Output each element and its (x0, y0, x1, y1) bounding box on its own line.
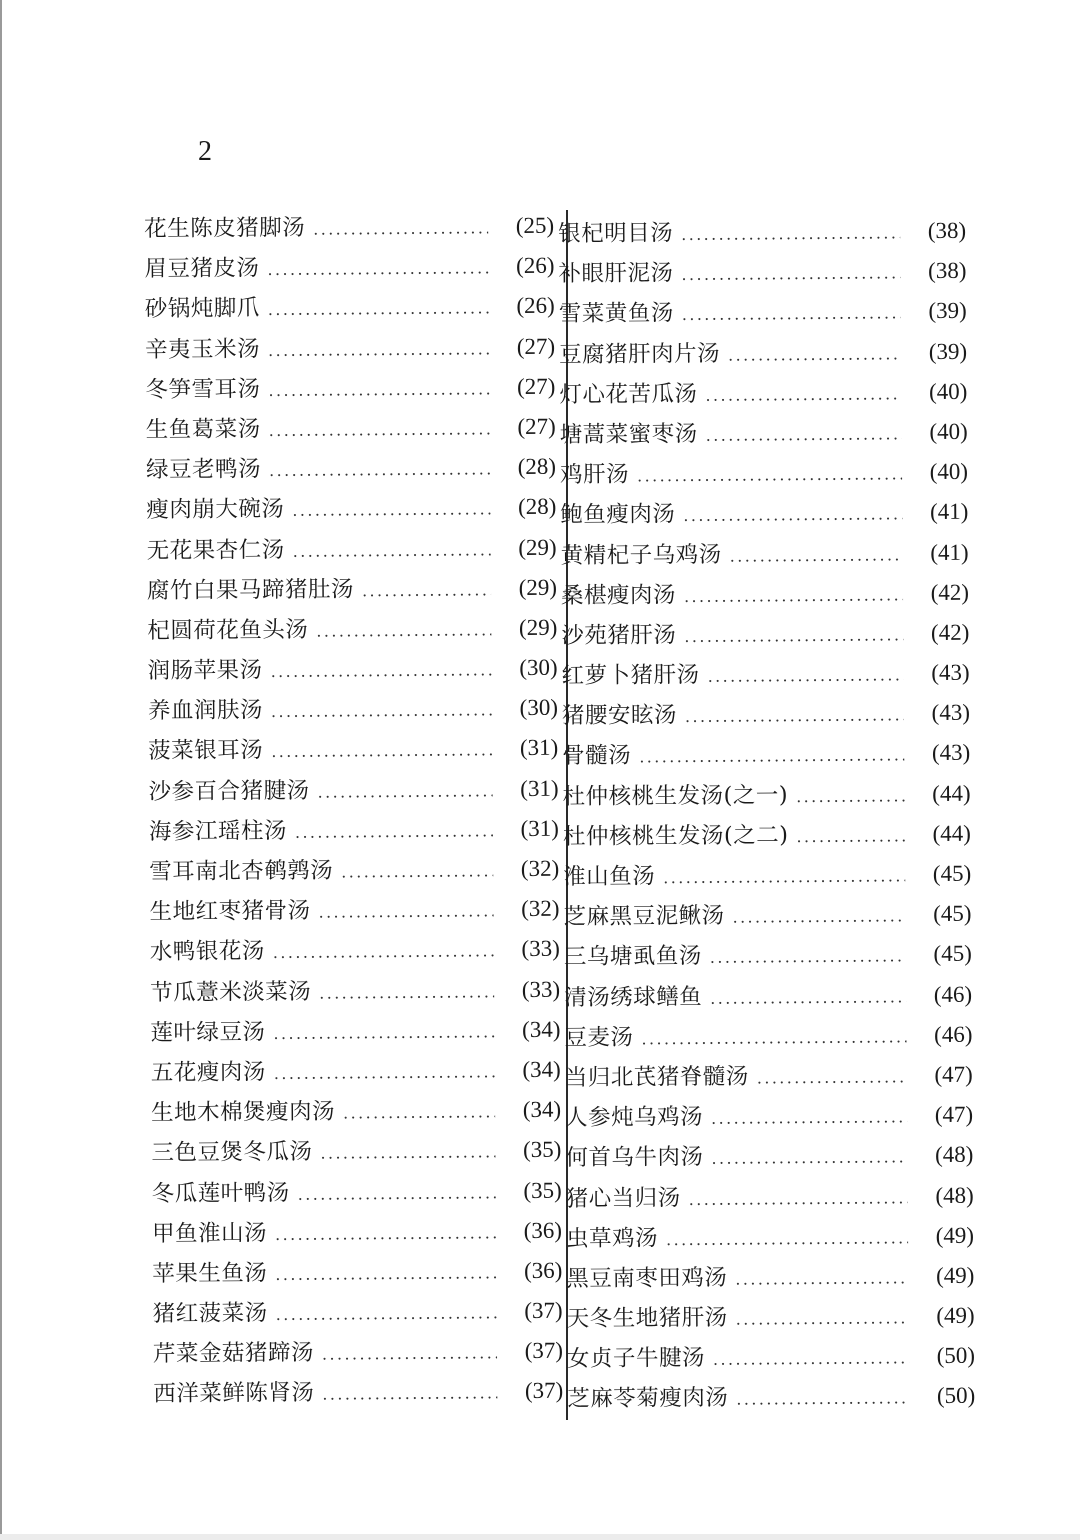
toc-entry[interactable] (561, 613, 969, 656)
toc-entry-title: 豆麦汤 (564, 1024, 634, 1051)
dot-leader (736, 1379, 909, 1421)
dot-leader (637, 454, 902, 496)
toc-entry[interactable] (153, 1371, 563, 1414)
dot-leader (713, 1339, 909, 1381)
toc-entry-page: (42) (930, 579, 970, 605)
toc-entry-page: (39) (928, 298, 967, 324)
toc-entry-page: (43) (931, 740, 971, 766)
toc-entry[interactable] (558, 211, 966, 254)
dot-leader (268, 329, 489, 371)
toc-entry[interactable] (567, 1376, 975, 1419)
toc-entry-page: (44) (932, 780, 971, 806)
toc-entry-title: 五花瘦肉汤 (150, 1059, 266, 1086)
toc-entry-title: 冬瓜莲叶鸭汤 (151, 1179, 290, 1207)
toc-entry-page: (25) (515, 212, 555, 239)
toc-entry-page: (38) (927, 217, 967, 244)
toc-entry-page: (29) (518, 534, 557, 560)
dot-leader (273, 1012, 494, 1054)
toc-entry-title: 鸡肝汤 (559, 461, 630, 489)
toc-entry-title: 豆腐猪肝肉片汤 (559, 340, 721, 368)
dot-leader (684, 615, 903, 657)
toc-entry[interactable] (145, 367, 555, 410)
dot-leader (271, 731, 492, 773)
toc-entry-page: (33) (521, 976, 561, 1002)
toc-entry-page: (37) (524, 1297, 563, 1324)
toc-entry-page: (50) (936, 1343, 976, 1369)
toc-entry-title: 人参炖乌鸡汤 (564, 1104, 704, 1132)
toc-entry[interactable] (561, 653, 969, 696)
dot-leader (796, 816, 905, 857)
toc-entry[interactable] (153, 1291, 563, 1334)
page-number: 2 (198, 136, 212, 167)
toc-entry-title: 辛夷玉米汤 (145, 335, 261, 363)
dot-leader (267, 248, 488, 290)
toc-entry-page: (36) (523, 1257, 563, 1283)
toc-entry-title: 猪红菠菜汤 (152, 1300, 268, 1328)
dot-leader (736, 1298, 909, 1340)
toc-entry-title: 绿豆老鸭汤 (145, 456, 262, 484)
dot-leader (273, 932, 494, 974)
toc-entry[interactable] (146, 447, 556, 490)
toc-entry-title: 虫草鸡汤 (565, 1224, 659, 1252)
toc-entry-title: 鲍鱼瘦肉汤 (560, 501, 676, 529)
dot-leader (639, 736, 904, 778)
toc-entry-title: 猪心当归汤 (565, 1184, 681, 1212)
toc-entry-page: (41) (929, 499, 969, 525)
toc-entry[interactable] (145, 286, 555, 329)
toc-entry-title: 甲鱼淮山汤 (151, 1219, 268, 1247)
toc-entry[interactable] (563, 894, 971, 937)
toc-entry-title: 黄精杞子乌鸡汤 (560, 541, 722, 569)
toc-entry[interactable] (147, 648, 557, 691)
toc-entry-page: (44) (932, 820, 971, 846)
dot-leader (341, 851, 493, 892)
toc-entry-page: (46) (934, 1021, 973, 1047)
toc-entry-page: (31) (520, 775, 559, 801)
toc-entry[interactable] (559, 372, 967, 415)
toc-entry-title: 天冬生地猪肝汤 (566, 1304, 728, 1333)
dot-leader (683, 495, 902, 537)
toc-entry-title: 苹果生鱼汤 (152, 1259, 268, 1287)
toc-entry-page: (48) (934, 1142, 974, 1168)
toc-entry-title: 海参江瑶柱汤 (148, 817, 288, 845)
toc-entry-page: (27) (516, 333, 556, 359)
toc-entry[interactable] (147, 527, 557, 570)
toc-entry[interactable] (567, 1336, 975, 1379)
toc-right-column (558, 211, 975, 1420)
dot-leader (730, 535, 903, 577)
toc-entry-page: (34) (522, 1016, 561, 1042)
toc-entry-title: 养血润肤汤 (147, 697, 264, 725)
toc-entry[interactable] (151, 1050, 561, 1093)
toc-entry-page: (27) (517, 413, 556, 440)
toc-entry-page: (45) (932, 860, 972, 887)
toc-entry-title: 女贞子牛腱汤 (566, 1345, 706, 1373)
toc-entry-page: (42) (930, 619, 970, 645)
toc-entry-page: (30) (519, 654, 558, 681)
toc-entry-page: (32) (521, 895, 560, 922)
toc-entry[interactable] (561, 532, 969, 575)
toc-entry[interactable] (149, 809, 559, 852)
toc-entry-title: 芝麻黑豆泥鳅汤 (563, 902, 725, 931)
toc-entry[interactable] (565, 1055, 973, 1098)
dot-leader (663, 856, 905, 898)
dot-leader (276, 1293, 497, 1335)
toc-entry-page: (47) (934, 1061, 973, 1088)
toc-entry-title: 芹菜金菇猪蹄汤 (152, 1339, 315, 1368)
toc-entry-page: (32) (520, 855, 560, 882)
dot-leader (268, 289, 489, 331)
toc-entry-page: (26) (516, 293, 555, 319)
dot-leader (641, 1017, 906, 1059)
toc-entry-page: (35) (523, 1177, 562, 1203)
toc-entry[interactable] (563, 854, 971, 897)
toc-entry-page: (45) (933, 941, 972, 967)
toc-entry[interactable] (560, 452, 968, 495)
toc-entry[interactable] (147, 608, 557, 651)
toc-entry[interactable] (562, 773, 970, 816)
toc-entry[interactable] (566, 1256, 974, 1299)
dot-leader (316, 610, 491, 652)
toc-entry-page: (46) (933, 981, 973, 1007)
toc-entry-title: 黑豆南枣田鸡汤 (566, 1264, 728, 1292)
toc-entry-title: 何首乌牛肉汤 (565, 1144, 704, 1172)
toc-entry[interactable] (144, 246, 554, 289)
toc-entry-page: (49) (935, 1222, 975, 1248)
toc-entry-page: (45) (933, 900, 972, 927)
toc-entry-page: (37) (524, 1337, 564, 1364)
dot-leader (295, 811, 493, 853)
toc-entry-title: 清汤绣球鳝鱼 (564, 983, 703, 1011)
toc-entry-title: 补眼肝泥汤 (558, 260, 674, 288)
dot-leader (681, 213, 900, 255)
dot-leader (318, 891, 493, 933)
toc-entry[interactable] (144, 206, 554, 249)
toc-entry-title: 雪菜黄鱼汤 (558, 300, 674, 328)
toc-entry-title: 花生陈皮猪脚汤 (144, 214, 306, 242)
toc-entry-page: (30) (519, 695, 559, 721)
dot-leader (684, 575, 903, 617)
dot-leader (707, 655, 903, 697)
toc-entry-page: (50) (936, 1383, 976, 1409)
toc-entry-title: 眉豆猪皮汤 (144, 255, 260, 283)
toc-entry-title: 西洋菜鲜陈肾汤 (153, 1380, 315, 1408)
toc-entry-title: 瘦肉崩大碗汤 (146, 496, 285, 524)
toc-entry-page: (34) (522, 1056, 561, 1082)
toc-entry-title: 骨髓汤 (562, 742, 632, 770)
dot-leader (269, 449, 490, 491)
dot-leader (362, 570, 491, 611)
dot-leader (666, 1218, 908, 1260)
toc-entry[interactable] (565, 1135, 973, 1178)
toc-entry[interactable] (558, 251, 966, 294)
toc-entry-title: 生地红枣猪骨汤 (149, 897, 311, 926)
toc-entry-title: 桑椹瘦肉汤 (560, 581, 677, 609)
toc-entry-title: 芝麻苓菊瘦肉汤 (567, 1385, 729, 1413)
dot-leader (275, 1253, 496, 1295)
toc-entry[interactable] (559, 291, 967, 334)
toc-entry-title: 菠菜银耳汤 (148, 737, 264, 765)
dot-leader (275, 1213, 496, 1255)
toc-entry-title: 雪耳南北杏鹌鹑汤 (149, 857, 334, 885)
toc-entry-page: (29) (518, 574, 558, 600)
toc-entry[interactable] (562, 733, 970, 776)
toc-entry[interactable] (150, 1010, 560, 1053)
toc-entry-title: 无花果杏仁汤 (146, 536, 285, 564)
toc-entry[interactable] (152, 1170, 562, 1213)
toc-entry[interactable] (566, 1215, 974, 1258)
toc-entry[interactable] (562, 693, 970, 736)
dot-leader (271, 691, 492, 733)
dot-leader (293, 530, 491, 572)
toc-entry[interactable] (563, 814, 971, 857)
toc-entry[interactable] (151, 1130, 561, 1173)
toc-entry[interactable] (148, 768, 558, 811)
toc-entry[interactable] (561, 572, 969, 615)
toc-entry-title: 当归北芪猪脊髓汤 (564, 1063, 749, 1091)
toc-entry-page: (28) (517, 453, 557, 480)
toc-entry-page: (29) (518, 614, 558, 640)
toc-entry[interactable] (564, 934, 972, 977)
toc-entry-title: 莲叶绿豆汤 (150, 1018, 266, 1046)
toc-entry-title: 生鱼葛菜汤 (145, 416, 261, 443)
toc-entry-page: (35) (522, 1137, 562, 1163)
toc-entry-page: (40) (929, 418, 968, 445)
dot-leader (320, 1133, 495, 1175)
toc-entry[interactable] (146, 407, 556, 450)
dot-leader (317, 771, 492, 813)
toc-entry-title: 三乌塘虱鱼汤 (563, 943, 702, 971)
dot-leader (298, 1173, 496, 1215)
dot-leader (681, 254, 900, 296)
toc-left-column (144, 206, 563, 1415)
toc-entry[interactable] (560, 492, 968, 535)
toc-entry-page: (37) (524, 1378, 564, 1404)
toc-entry[interactable] (559, 331, 967, 374)
toc-entry-title: 杞圆荷花鱼头汤 (147, 616, 309, 644)
dot-leader (292, 490, 490, 532)
dot-leader (710, 977, 906, 1019)
toc-entry-title: 红萝卜猪肝汤 (561, 661, 700, 690)
toc-entry-page: (31) (520, 815, 559, 841)
dot-leader (735, 1258, 908, 1300)
toc-entry-page: (26) (516, 252, 555, 279)
toc-entry[interactable] (564, 974, 972, 1017)
toc-entry-page: (49) (936, 1302, 975, 1329)
dot-leader (682, 294, 901, 336)
dot-leader (319, 972, 494, 1014)
toc-entry-page: (28) (517, 494, 557, 520)
page-edge (0, 0, 2, 1540)
toc-entry[interactable] (566, 1175, 974, 1218)
toc-entry-title: 冬笋雪耳汤 (145, 375, 261, 403)
toc-entry-title: 腐竹白果马蹄猪肚汤 (146, 576, 355, 604)
dot-leader (728, 334, 901, 376)
toc-entry[interactable] (149, 889, 559, 932)
dot-leader (270, 650, 491, 692)
toc-entry-page: (36) (523, 1217, 563, 1243)
toc-entry-page: (39) (928, 338, 968, 364)
toc-entry-title: 润肠苹果汤 (147, 657, 263, 685)
toc-entry[interactable] (146, 487, 556, 530)
toc-entry-page: (40) (929, 458, 969, 485)
toc-entry-page: (48) (935, 1182, 974, 1208)
toc-entry-title: 沙苑猪肝汤 (561, 621, 677, 649)
bottom-shade (0, 1534, 1080, 1540)
dot-leader (322, 1334, 497, 1376)
toc-entry[interactable] (151, 1090, 561, 1133)
toc-entry[interactable] (565, 1095, 973, 1138)
toc-entry-page: (47) (934, 1101, 974, 1128)
toc-entry-page: (43) (931, 700, 971, 726)
toc-entry-page: (27) (516, 373, 556, 399)
toc-entry-title: 砂锅炖脚爪 (144, 295, 260, 323)
toc-entry[interactable] (147, 567, 557, 610)
toc-entry-title: 水鸭银花汤 (149, 938, 265, 966)
toc-entry-title: 杜仲核桃生发汤(之一) (562, 781, 789, 810)
dot-leader (343, 1092, 495, 1133)
toc-entry-title: 灯心花苦瓜汤 (559, 380, 698, 408)
toc-entry-title: 生地木棉煲瘦肉汤 (150, 1098, 336, 1127)
toc-entry[interactable] (148, 728, 558, 771)
dot-leader (313, 208, 488, 250)
dot-leader (274, 1052, 495, 1094)
dot-leader (711, 1097, 907, 1139)
dot-leader (706, 414, 902, 456)
dot-leader (796, 776, 905, 817)
toc-entry[interactable] (153, 1331, 563, 1374)
toc-entry-page: (38) (928, 257, 967, 284)
toc-entry[interactable] (150, 929, 560, 972)
toc-entry-title: 三色豆煲冬瓜汤 (151, 1139, 313, 1167)
dot-leader (268, 369, 489, 411)
dot-leader (322, 1374, 497, 1416)
toc-entry-title: 沙参百合猪腱汤 (148, 777, 310, 805)
dot-leader (269, 409, 490, 451)
toc-entry[interactable] (148, 688, 558, 731)
toc-entry-page: (43) (931, 659, 970, 686)
dot-leader (685, 696, 904, 738)
toc-entry-title: 杜仲核桃生发汤(之二) (562, 822, 789, 850)
toc-entry[interactable] (149, 849, 559, 892)
toc-entry-page: (33) (521, 936, 560, 962)
dot-leader (732, 896, 905, 938)
toc-entry-title: 银杞明目汤 (558, 220, 674, 247)
toc-entry-page: (31) (519, 735, 559, 761)
toc-entry[interactable] (152, 1210, 562, 1253)
toc-entry-page: (40) (928, 378, 968, 404)
toc-entry[interactable] (564, 1015, 972, 1058)
toc-entry-title: 塘蒿菜蜜枣汤 (559, 420, 698, 448)
toc-entry-title: 猪腰安眩汤 (561, 702, 678, 730)
toc-entry[interactable] (560, 412, 968, 455)
toc-entry-title: 节瓜薏米淡菜汤 (150, 978, 312, 1006)
toc-entry[interactable] (152, 1251, 562, 1294)
toc-entry-page: (41) (930, 539, 969, 565)
toc-entry[interactable] (150, 969, 560, 1012)
toc-entry[interactable] (567, 1296, 975, 1339)
dot-leader (711, 1138, 907, 1180)
toc-entry-title: 淮山鱼汤 (563, 863, 656, 890)
dot-leader (710, 937, 906, 979)
dot-leader (757, 1057, 907, 1098)
dot-leader (705, 374, 901, 416)
toc-entry[interactable] (145, 326, 555, 369)
toc-entry-page: (49) (935, 1262, 975, 1288)
dot-leader (689, 1178, 908, 1220)
toc-entry-page: (34) (522, 1096, 562, 1123)
